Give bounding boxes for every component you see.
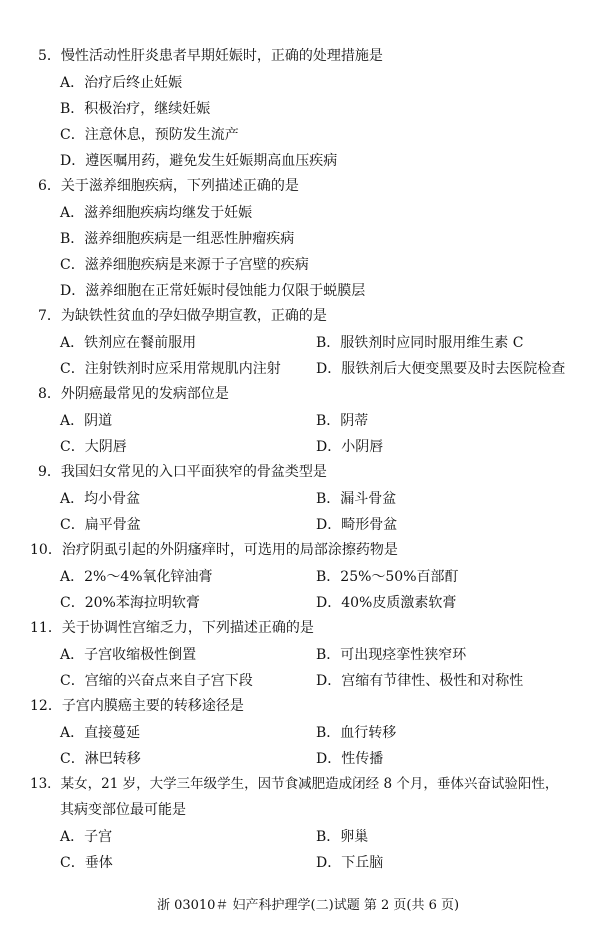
option-b: B．25%～50%百部酊 xyxy=(316,569,459,585)
option-a: A．2%～4%氧化锌油膏 xyxy=(60,569,213,585)
question-stem: 5．慢性活动性肝炎患者早期妊娠时，正确的处理措施是 xyxy=(38,48,383,64)
option-c: C．注射铁剂时应采用常规肌内注射 xyxy=(60,361,281,377)
option-a: A．子宫 xyxy=(60,829,113,845)
question-5 xyxy=(26,46,594,174)
option-c: C．扁平骨盆 xyxy=(60,517,141,533)
option-d: D．畸形骨盆 xyxy=(316,517,398,533)
option-d: D．40%皮质激素软膏 xyxy=(316,595,457,611)
option-b: B．可出现痉挛性狭窄环 xyxy=(316,647,467,663)
question-6 xyxy=(26,176,594,304)
question-stem-continued: 其病变部位最可能是 xyxy=(60,802,186,818)
question-stem: 7．为缺铁性贫血的孕妇做孕期宣教，正确的是 xyxy=(38,308,327,324)
page-footer: 浙 03010＃ 妇产科护理学(二)试题 第 2 页(共 6 页) xyxy=(156,898,460,913)
question-7 xyxy=(26,306,594,382)
question-13 xyxy=(26,774,594,876)
question-stem: 8．外阴癌最常见的发病部位是 xyxy=(38,386,229,402)
question-stem: 12．子宫内膜癌主要的转移途径是 xyxy=(30,698,244,714)
question-stem: 13．某女，21 岁，大学三年级学生，因节食减肥造成闭经 8 个月，垂体兴奋试验阳性， xyxy=(30,776,559,792)
option-c: C．注意休息，预防发生流产 xyxy=(60,127,239,143)
question-stem: 6．关于滋养细胞疾病，下列描述正确的是 xyxy=(38,178,299,194)
option-d: D．小阴唇 xyxy=(316,439,384,455)
option-a: A．铁剂应在餐前服用 xyxy=(60,335,197,351)
option-b: B．血行转移 xyxy=(316,725,397,741)
option-c: C．淋巴转移 xyxy=(60,751,141,767)
question-stem: 9．我国妇女常见的入口平面狭窄的骨盆类型是 xyxy=(38,464,327,480)
question-9 xyxy=(26,462,594,538)
question-stem: 11．关于协调性宫缩乏力，下列描述正确的是 xyxy=(30,620,314,636)
question-10 xyxy=(26,540,594,616)
option-a: A．阴道 xyxy=(60,413,113,429)
option-a: A．直接蔓延 xyxy=(60,725,141,741)
option-d: D．服铁剂后大便变黑要及时去医院检查 xyxy=(316,361,566,377)
option-b: B．卵巢 xyxy=(316,829,369,845)
option-b: B．滋养细胞疾病是一组恶性肿瘤疾病 xyxy=(60,231,295,247)
option-c: C．宫缩的兴奋点来自子宫下段 xyxy=(60,673,253,689)
question-12 xyxy=(26,696,594,772)
option-c: C．垂体 xyxy=(60,855,113,871)
option-d: D．滋养细胞在正常妊娠时侵蚀能力仅限于蜕膜层 xyxy=(60,283,366,299)
option-d: D．宫缩有节律性、极性和对称性 xyxy=(316,673,524,689)
option-d: D．遵医嘱用药，避免发生妊娠期高血压疾病 xyxy=(60,153,338,169)
option-c: C．20%苯海拉明软膏 xyxy=(60,595,200,611)
option-a: A．滋养细胞疾病均继发于妊娠 xyxy=(60,205,253,221)
option-d: D．下丘脑 xyxy=(316,855,384,871)
option-c: C．大阴唇 xyxy=(60,439,127,455)
option-b: B．阴蒂 xyxy=(316,413,369,429)
question-11 xyxy=(26,618,594,694)
option-a: A．治疗后终止妊娠 xyxy=(60,75,183,91)
question-8 xyxy=(26,384,594,460)
option-a: A．子宫收缩极性倒置 xyxy=(60,647,197,663)
question-stem: 10．治疗阴虱引起的外阴瘙痒时，可选用的局部涂擦药物是 xyxy=(30,542,398,558)
option-b: B．漏斗骨盆 xyxy=(316,491,397,507)
option-d: D．性传播 xyxy=(316,751,384,767)
option-a: A．均小骨盆 xyxy=(60,491,141,507)
option-c: C．滋养细胞疾病是来源于子宫壁的疾病 xyxy=(60,257,309,273)
option-b: B．服铁剂时应同时服用维生素 C xyxy=(316,335,524,351)
option-b: B．积极治疗，继续妊娠 xyxy=(60,101,211,117)
